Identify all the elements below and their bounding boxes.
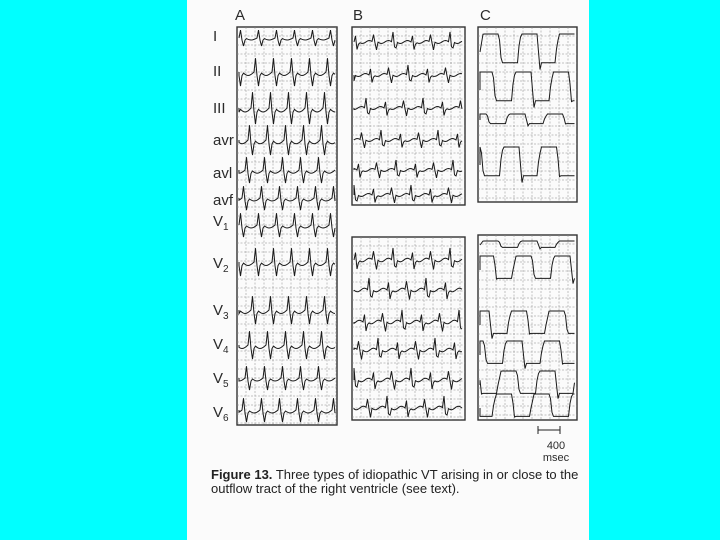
panel-c-bottom-trace-5 xyxy=(480,371,575,399)
panel-b-top-border xyxy=(352,27,465,205)
panel-a-lead-10-trace xyxy=(239,331,335,359)
lead-label-avl: avl xyxy=(213,165,233,182)
panel-c-top-trace-4 xyxy=(480,147,575,183)
scale-bar-label: 400 msec xyxy=(542,440,570,464)
panel-a-lead-12-trace xyxy=(239,398,335,422)
panel-a-grid xyxy=(237,27,337,425)
panel-label-c: C xyxy=(480,7,491,24)
lead-label-avf: avf xyxy=(213,192,234,209)
panel-a-lead-4-trace xyxy=(239,125,335,155)
panel-c-bottom-trace-2 xyxy=(480,256,575,284)
lead-label-v3: $V_3$ xyxy=(213,302,229,322)
panel-a-lead-3-trace xyxy=(239,92,335,124)
panel-c-bottom-trace-1 xyxy=(480,241,575,249)
panel-a-lead-9-trace xyxy=(239,296,335,324)
panel-c-bottom-border xyxy=(478,235,577,420)
panel-b-bottom-grid xyxy=(352,237,465,420)
scale-bar xyxy=(538,426,560,434)
lead-label-v5: $V_5$ xyxy=(213,370,229,390)
panel-a-lead-5-trace xyxy=(239,157,335,183)
caption-label: Figure 13. xyxy=(211,467,273,482)
panel-b-top-grid xyxy=(352,27,465,205)
lead-label-v2: $V_2$ xyxy=(213,255,229,275)
panel-label-a: A xyxy=(235,7,246,24)
lead-label-avr: avr xyxy=(213,132,234,149)
panel-a-border xyxy=(237,27,337,425)
lead-label-v6: $V_6$ xyxy=(213,404,229,424)
panel-c-bottom-grid xyxy=(478,235,577,420)
panel-c-bottom-trace-4 xyxy=(480,341,575,369)
ecg-tracings xyxy=(187,0,589,540)
panel-b-bottom-trace-2 xyxy=(354,278,462,299)
panel-c-bottom-trace-6 xyxy=(480,394,575,417)
panel-c-top-trace-3 xyxy=(480,114,575,126)
figure-page xyxy=(187,0,589,540)
panel-c-top-trace-1 xyxy=(480,34,575,70)
lead-label-ii: II xyxy=(213,63,222,80)
panel-a-lead-1-trace xyxy=(239,30,335,46)
lead-label-iii: III xyxy=(213,100,226,117)
panel-b-bottom-border xyxy=(352,237,465,420)
caption-text: Three types of idiopathic VT arising in or close to the outflow tract of the right ventricle (see text). xyxy=(211,467,579,496)
panel-a-lead-8-trace xyxy=(239,248,335,276)
panel-label-b: B xyxy=(353,7,364,24)
figure-caption xyxy=(211,468,581,496)
lead-label-v1: $V_1$ xyxy=(213,213,229,233)
lead-label-i: I xyxy=(213,28,218,45)
lead-label-v4: $V_4$ xyxy=(213,336,229,356)
